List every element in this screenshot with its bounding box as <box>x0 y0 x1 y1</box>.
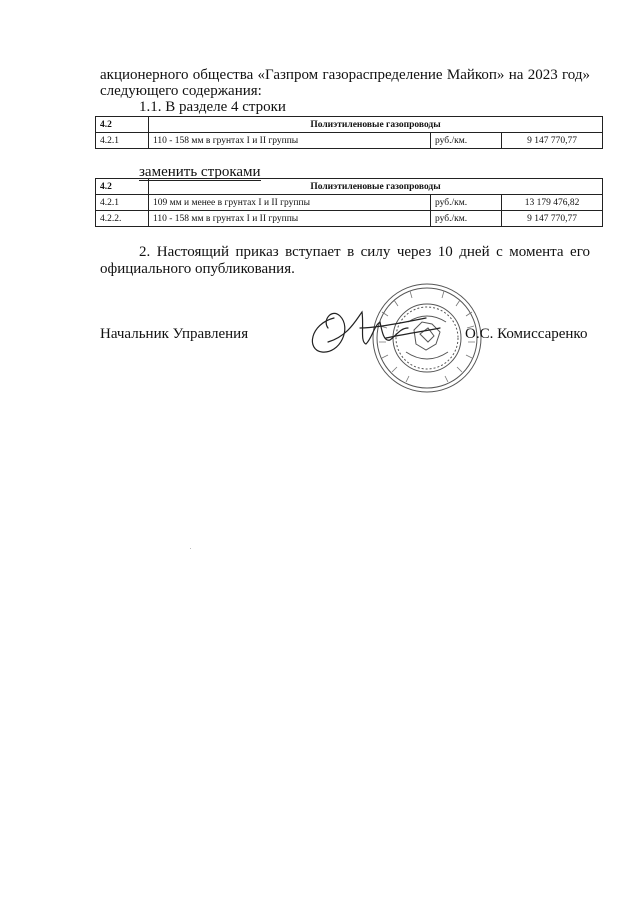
subitem-heading: 1.1. В разделе 4 строки <box>139 99 286 115</box>
body-text-line-2: следующего содержания: <box>100 83 262 99</box>
table-original-rows <box>95 116 603 149</box>
scan-speck <box>190 548 191 549</box>
table-row <box>96 211 603 227</box>
row-unit-cell: руб./км. <box>431 195 502 211</box>
row-code-cell: 4.2.1 <box>96 133 149 149</box>
table-row <box>96 195 603 211</box>
header-code-cell: 4.2 <box>96 117 149 133</box>
row-value-cell: 13 179 476,82 <box>502 195 603 211</box>
signature-icon <box>300 298 450 370</box>
table-header-row <box>96 117 603 133</box>
row-value-cell: 9 147 770,77 <box>502 133 603 149</box>
signer-title: Начальник Управления <box>100 326 249 342</box>
row-desc-cell: 110 - 158 мм в грунтах I и II группы <box>149 211 431 227</box>
signer-name: О.С. Комиссаренко <box>465 326 588 342</box>
table-row <box>96 133 603 149</box>
row-code-cell: 4.2.2. <box>96 211 149 227</box>
paragraph-2-line-2: официального опубликования. <box>100 261 295 277</box>
replace-label-text: заменить строками <box>139 164 261 180</box>
row-desc-cell: 109 мм и менее в грунтах I и II группы <box>149 195 431 211</box>
header-title-cell: Полиэтиленовые газопроводы <box>149 117 603 133</box>
body-text-line-1: акционерного общества «Газпром газораспределение Майкоп» на 2023 год» <box>100 67 590 83</box>
header-title-cell: Полиэтиленовые газопроводы <box>149 179 603 195</box>
table-header-row <box>96 179 603 195</box>
row-unit-cell: руб./км. <box>431 211 502 227</box>
row-unit-cell: руб./км. <box>431 133 502 149</box>
table-replacement-rows <box>95 178 603 227</box>
paragraph-2-line-1: 2. Настоящий приказ вступает в силу через 10 дней с момента его <box>139 244 590 260</box>
row-value-cell: 9 147 770,77 <box>502 211 603 227</box>
header-code-cell: 4.2 <box>96 179 149 195</box>
row-code-cell: 4.2.1 <box>96 195 149 211</box>
row-desc-cell: 110 - 158 мм в грунтах I и II группы <box>149 133 431 149</box>
